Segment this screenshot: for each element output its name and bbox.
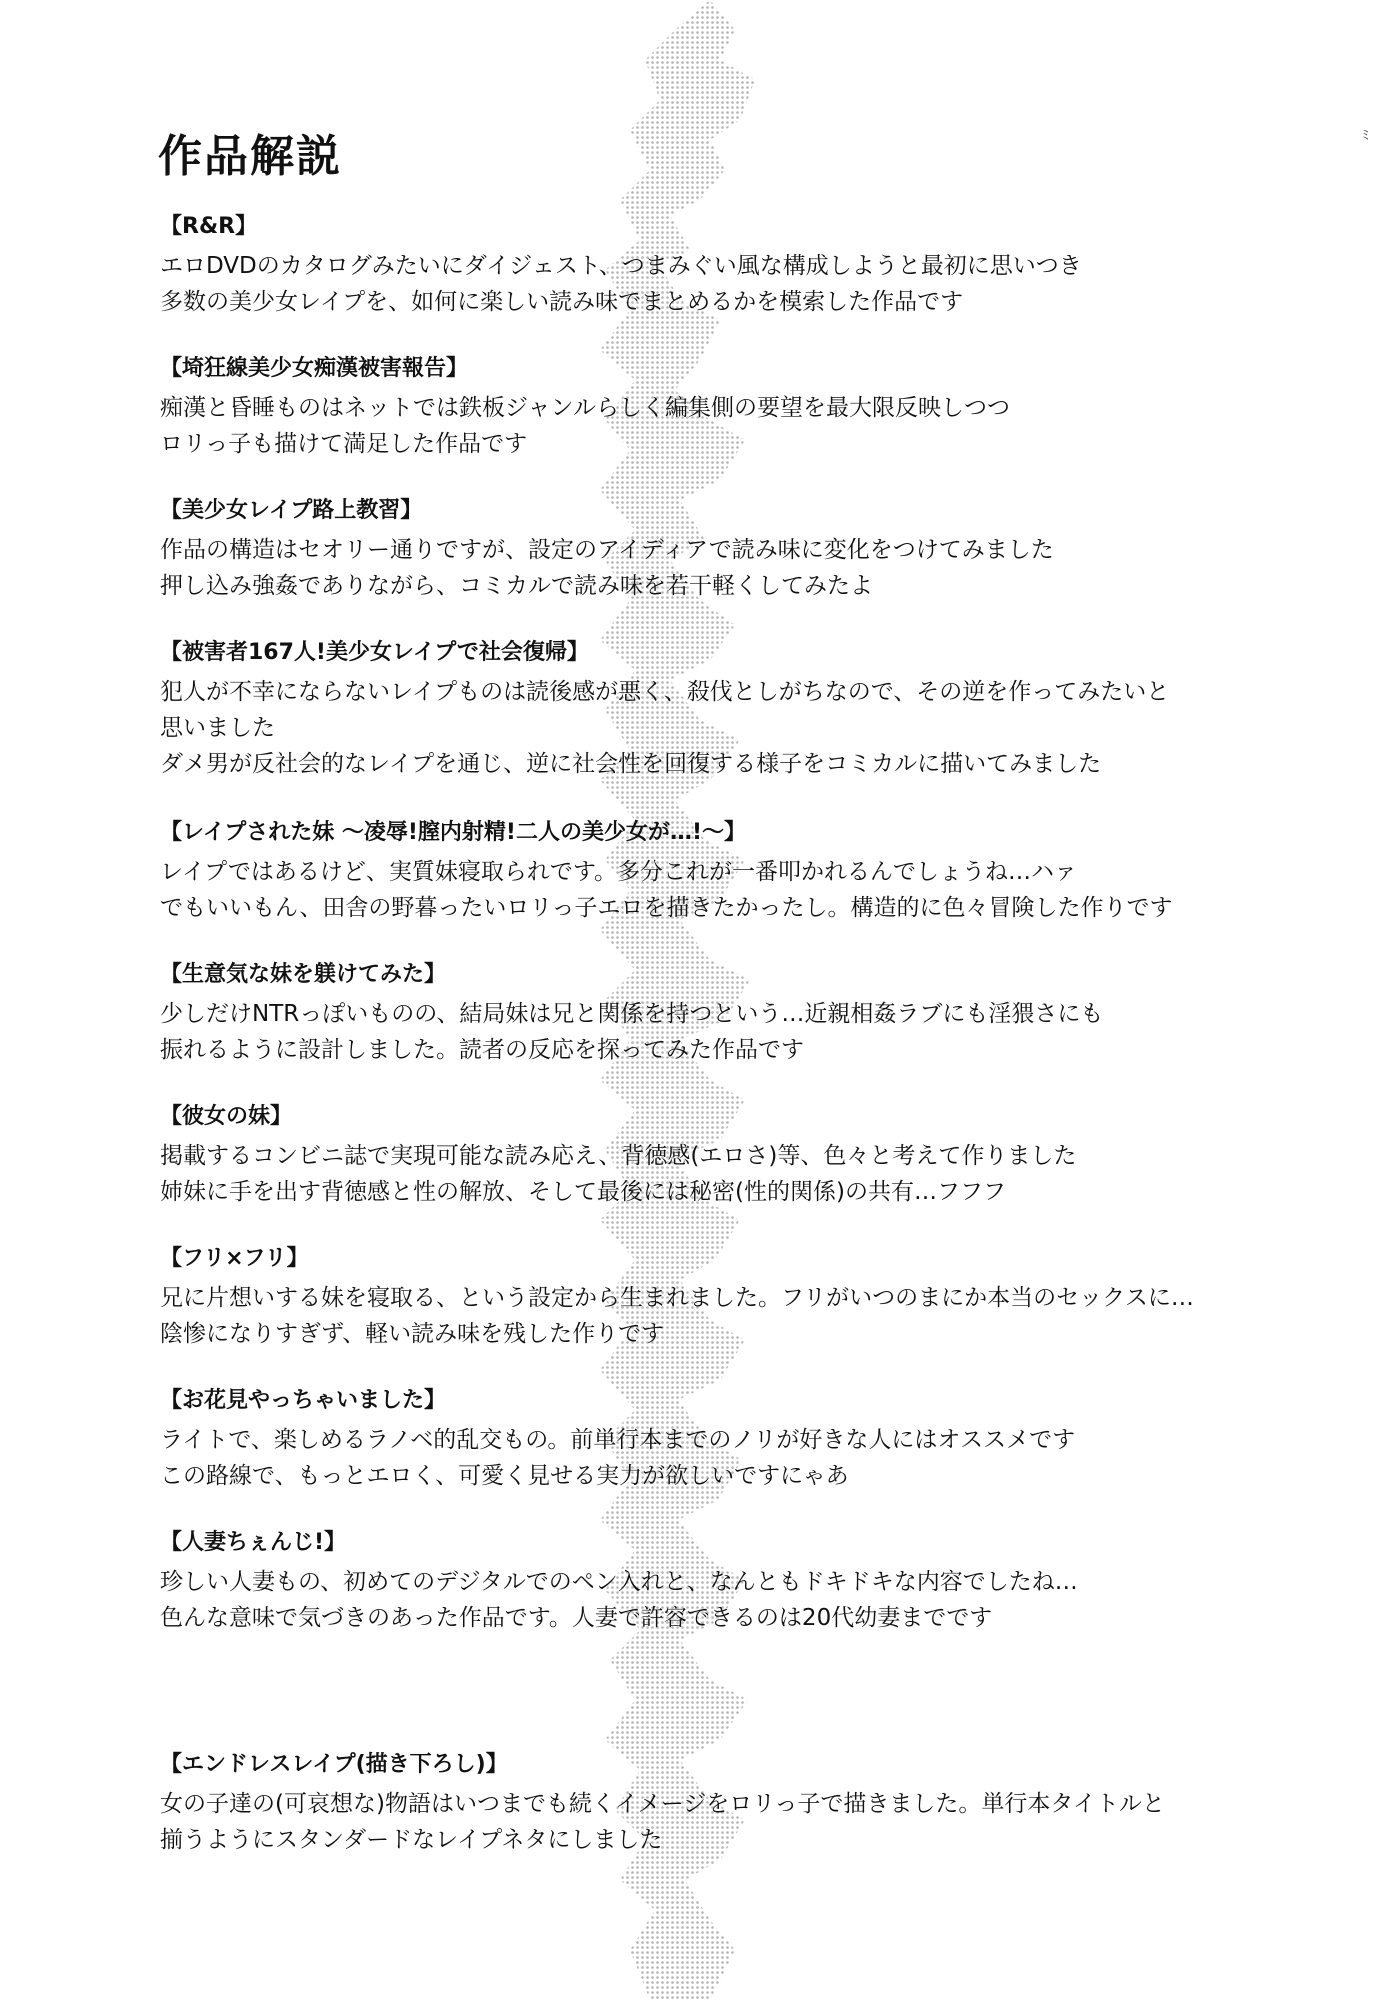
section-line: エロDVDのカタログみたいにダイジェスト、つまみぐい風な構成しようと最初に思いつき <box>160 253 1082 279</box>
section-line: 多数の美少女レイプを、如何に楽しい読み味でまとめるかを模索した作品です <box>160 289 964 315</box>
section-hitozuma <box>160 1526 1300 1636</box>
section-heading: 【被害者167人!美少女レイプで社会復帰】 <box>160 640 589 665</box>
section-heading: 【お花見やっちゃいました】 <box>160 1388 447 1413</box>
section-heading: 【美少女レイプ路上教習】 <box>160 498 423 523</box>
section-line: でもいいもん、田舎の野暮ったいロリっ子エロを描きたかったし。構造的に色々冒険した作りです <box>160 895 1173 921</box>
section-heading: 【フリ×フリ】 <box>160 1246 309 1271</box>
section-heading: 【人妻ちぇんじ!】 <box>160 1530 347 1555</box>
section-line: ダメ男が反社会的なレイプを通じ、逆に社会性を回復する様子をコミカルに描いてみました <box>160 751 1102 777</box>
section-line: 揃うようにスタンダードなレイプネタにしました <box>160 1827 663 1853</box>
section-heading: 【エンドレスレイプ(描き下ろし)】 <box>160 1752 508 1777</box>
section-line: 女の子達の(可哀想な)物語はいつまでも続くイメージをロリっ子で描きました。単行本タイトルと <box>160 1791 1165 1817</box>
section-furi-furi <box>160 1242 1300 1352</box>
section-endless <box>160 1748 1300 1858</box>
section-line: 掲載するコンビニ誌で実現可能な読み応え、背徳感(エロさ)等、色々と考えて作りました <box>160 1143 1077 1169</box>
page-title: 作品解説 <box>158 131 342 182</box>
section-line: ロリっ子も描けて満足した作品です <box>160 431 528 457</box>
section-line: 珍しい人妻もの、初めてのデジタルでのペン入れと、なんともドキドキな内容でしたね… <box>160 1569 1078 1595</box>
section-r-and-r <box>160 210 1300 320</box>
section-heading: 【R&R】 <box>160 214 258 239</box>
section-line: ライトで、楽しめるラノベ的乱交もの。前単行本までのノリが好きな人にはオススメです <box>160 1427 1076 1453</box>
section-line: 思いました <box>160 715 275 741</box>
section-line: 痴漢と昏睡ものはネットでは鉄板ジャンルらしく編集側の要望を最大限反映しつつ <box>160 395 1010 421</box>
stray-mark: ﾐ <box>1362 128 1369 144</box>
section-line: 兄に片想いする妹を寝取る、という設定から生まれました。フリがいつのまにか本当のセックスに… <box>160 1285 1194 1311</box>
section-girlfriend-sister <box>160 1100 1300 1210</box>
section-line: 犯人が不幸にならないレイプものは読後感が悪く、殺伐としがちなので、その逆を作ってみたいと <box>160 679 1170 705</box>
section-cheeky-sister <box>160 958 1300 1068</box>
section-road-lesson <box>160 494 1300 604</box>
section-line: 押し込み強姦でありながら、コミカルで読み味を若干軽くしてみたよ <box>160 573 873 599</box>
section-line: この路線で、もっとエロく、可愛く見せる実力が欲しいですにゃあ <box>160 1463 849 1489</box>
section-167-victims <box>160 636 1300 782</box>
section-heading: 【彼女の妹】 <box>160 1104 293 1129</box>
section-heading: 【レイプされた妹 〜凌辱!膣内射精!二人の美少女が…!〜】 <box>160 820 747 845</box>
section-sister <box>160 816 1300 926</box>
section-line: 姉妹に手を出す背徳感と性の解放、そして最後には秘密(性的関係)の共有…フフフ <box>160 1179 1006 1205</box>
section-line: レイプではあるけど、実質妹寝取られです。多分これが一番叩かれるんでしょうね…ハァ <box>160 859 1078 885</box>
section-saikyo-line <box>160 352 1300 462</box>
section-line: 振れるように設計しました。読者の反応を探ってみた作品です <box>160 1037 804 1063</box>
section-ohanami <box>160 1384 1300 1494</box>
section-line: 色んな意味で気づきのあった作品です。人妻で許容できるのは20代幼妻までです <box>160 1605 993 1631</box>
section-heading: 【埼狂線美少女痴漢被害報告】 <box>160 356 469 381</box>
section-line: 少しだけNTRっぽいものの、結局妹は兄と関係を持つという…近親相姦ラブにも淫猥さにも <box>160 1001 1104 1027</box>
section-heading: 【生意気な妹を躾けてみた】 <box>160 962 447 987</box>
section-line: 作品の構造はセオリー通りですが、設定のアイディアで読み味に変化をつけてみました <box>160 537 1054 563</box>
section-line: 陰惨になりすぎず、軽い読み味を残した作りです <box>160 1321 665 1347</box>
